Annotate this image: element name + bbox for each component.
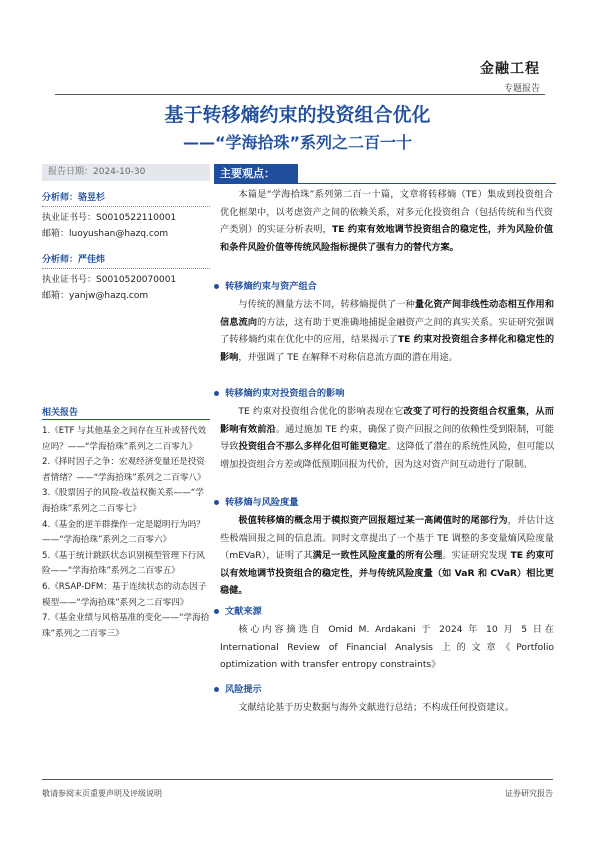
- related-report-item[interactable]: 4.《基金的逆羊群操作一定是聪明行为吗？——“学海拾珠”系列之二百零六》: [42, 519, 205, 546]
- related-report-item[interactable]: 1.《ETF 与其他基金之间存在互补或替代效应吗？——“学海拾珠”系列之二百零九》: [42, 426, 207, 452]
- related-reports-title: 相关报告: [42, 408, 79, 418]
- footer-disclaimer: 敬请参阅末页重要声明及评级说明: [42, 789, 162, 798]
- analyst-email[interactable]: 邮箱：yanjw@hazq.com: [42, 291, 149, 301]
- section-text: 与传统的测量方法不同，转移熵提供了一种: [238, 299, 415, 310]
- section-bold-text: 量化资产间非线性动态相互作用和信息流向: [220, 299, 555, 328]
- section-heading-text: 文献来源: [225, 606, 262, 617]
- related-report-item[interactable]: 3.《股票因子的风险-收益权衡关系——“学海拾珠”系列之二百零七》: [42, 488, 204, 514]
- section-heading: [214, 494, 554, 508]
- analyst-block-2: [42, 252, 210, 301]
- analyst-name: 分析师：严佳炜: [42, 255, 106, 265]
- section-bold-text: 投资组合不那么多样化但可能更稳定: [238, 441, 388, 453]
- section-text: 。这降低了潜在的系统性风险，但可能以增加投资组合方差或降低预期回报为代价，因为这对资产间互动进行了限制。: [220, 441, 555, 470]
- related-report-item[interactable]: 6.《RSAP-DFM：基于连续状态的动态因子模型——“学海拾珠”系列之二百零四》: [42, 581, 207, 608]
- section-text: ，并估计这些极端回报之间的信息流。同时文章提出了一个基于 TE 调整的多变量熵风险度量（mEVaR），证明了其: [220, 515, 555, 562]
- related-report-item[interactable]: 2.《择时因子之争：宏观经济变量还是投资者情绪？——“学海拾珠”系列之二百零八》: [42, 457, 206, 483]
- section-heading: [214, 603, 554, 617]
- page-subtitle: ——“学海拾珠”系列之二百一十: [182, 133, 413, 152]
- section-paragraph: [214, 512, 554, 600]
- section-bold-text: TE 约束对投资组合多样化和稳定性的影响: [220, 334, 555, 363]
- bullet-icon: [214, 609, 219, 614]
- section-heading-text: 转移熵约束与资产组合: [225, 281, 317, 292]
- section-bold-text: TE 约束可以有效地调节投资组合的稳定性，并与传统风险度量（如 VaR 和 CVaR）相比更稳健。: [220, 550, 554, 597]
- section-text: ，并强调了 TE 在解释不对称信息流方面的潜在用途。: [238, 351, 458, 363]
- section-5: [214, 681, 554, 717]
- section-heading-text: 转移熵约束对投资组合的影响: [225, 388, 345, 399]
- section-4: [214, 603, 554, 674]
- section-heading: [214, 278, 554, 292]
- section-heading: [214, 681, 554, 695]
- dotted-divider: [42, 206, 210, 207]
- intro-text: 本篇是“学海拾珠”系列第二百一十篇，文章将转移熵（TE）集成到投资组合优化框架中，以考虑资产之间的依赖关系，对多元化投资组合（包括传统和当代资产类别）的实证分析表明，: [220, 189, 553, 236]
- analyst-cert: 执业证书号：S0010520070001: [42, 275, 177, 285]
- analyst-name: 分析师：骆昱杉: [42, 193, 106, 203]
- section-bold-text: 改变了可行的投资组合权重集，从而影响有效前沿: [220, 406, 554, 435]
- intro-bold-text: TE 约束有效地调节投资组合的稳定性，并为风险价值和条件风险价值等传统风险指标提供了强有力的替代方案。: [220, 224, 554, 253]
- analyst-cert: 执业证书号：S0010522110001: [42, 213, 177, 223]
- section-1: [214, 278, 554, 366]
- section-heading: [214, 385, 554, 399]
- section-paragraph: 核心内容摘选自 Omid M. Ardakani 于 2024 年 10 月 5 日在 International Review of Financial Analysis 上的文章《Portfolio optimization with transfer entropy constraints》: [220, 624, 554, 671]
- report-date: 报告日期：2024-10-30: [42, 164, 210, 181]
- header-divider: [55, 94, 545, 95]
- bullet-icon: [214, 500, 219, 505]
- key-points-divider: [298, 183, 556, 184]
- section-heading-text: 风险提示: [225, 684, 262, 695]
- footer-label: 证券研究报告: [505, 789, 553, 798]
- section-paragraph: 文献结论基于历史数据与海外文献进行总结；不构成任何投资建议。: [238, 702, 515, 713]
- report-category-title: 金融工程: [480, 61, 540, 77]
- key-points-label: 主要观点：: [214, 164, 298, 184]
- bullet-icon: [214, 284, 219, 289]
- dotted-divider: [42, 268, 210, 269]
- section-paragraph: [214, 296, 554, 366]
- related-reports-list: [42, 424, 210, 642]
- report-type: 专题报告: [503, 84, 540, 94]
- section-text: 。实证研究发现: [442, 550, 508, 562]
- analyst-block-1: [42, 190, 210, 239]
- section-bold-text: 极值转移熵的概念用于模拟资产回报超过某一高阈值时的尾部行为: [238, 515, 508, 526]
- section-heading-text: 转移熵与风险度量: [225, 497, 299, 508]
- footer-divider: [42, 779, 553, 780]
- section-3: [214, 494, 554, 600]
- bullet-icon: [214, 687, 219, 692]
- related-report-item[interactable]: 7.《基金业绩与风格基准的变化——“学海拾珠”系列之二百零三》: [42, 613, 210, 639]
- section-paragraph: [214, 403, 554, 473]
- section-bold-text: 满足一致性风险度量的所有公理: [312, 550, 443, 562]
- section-2: [214, 385, 554, 473]
- bullet-icon: [214, 391, 219, 396]
- related-report-item[interactable]: 5.《基于统计跳跃状态识别模型管理下行风险——“学海拾珠”系列之二百零五》: [42, 550, 205, 577]
- section-text: 。通过施加 TE 约束，确保了资产回报之间的依赖性受到限制，可能导致: [220, 423, 554, 453]
- section-text: TE 约束对投资组合优化的影响表现在它: [238, 406, 404, 417]
- section-text: 的方法，这有助于更准确地捕捉金融资产之间的真实关系。实证研究强调了转移熵约束在优化中的应用，结果揭示了: [220, 316, 555, 346]
- analyst-email[interactable]: 邮箱：luoyushan@hazq.com: [42, 229, 169, 239]
- intro-paragraph: [220, 186, 553, 256]
- related-reports-divider: [42, 419, 210, 420]
- page-title: 基于转移熵约束的投资组合优化: [164, 104, 431, 126]
